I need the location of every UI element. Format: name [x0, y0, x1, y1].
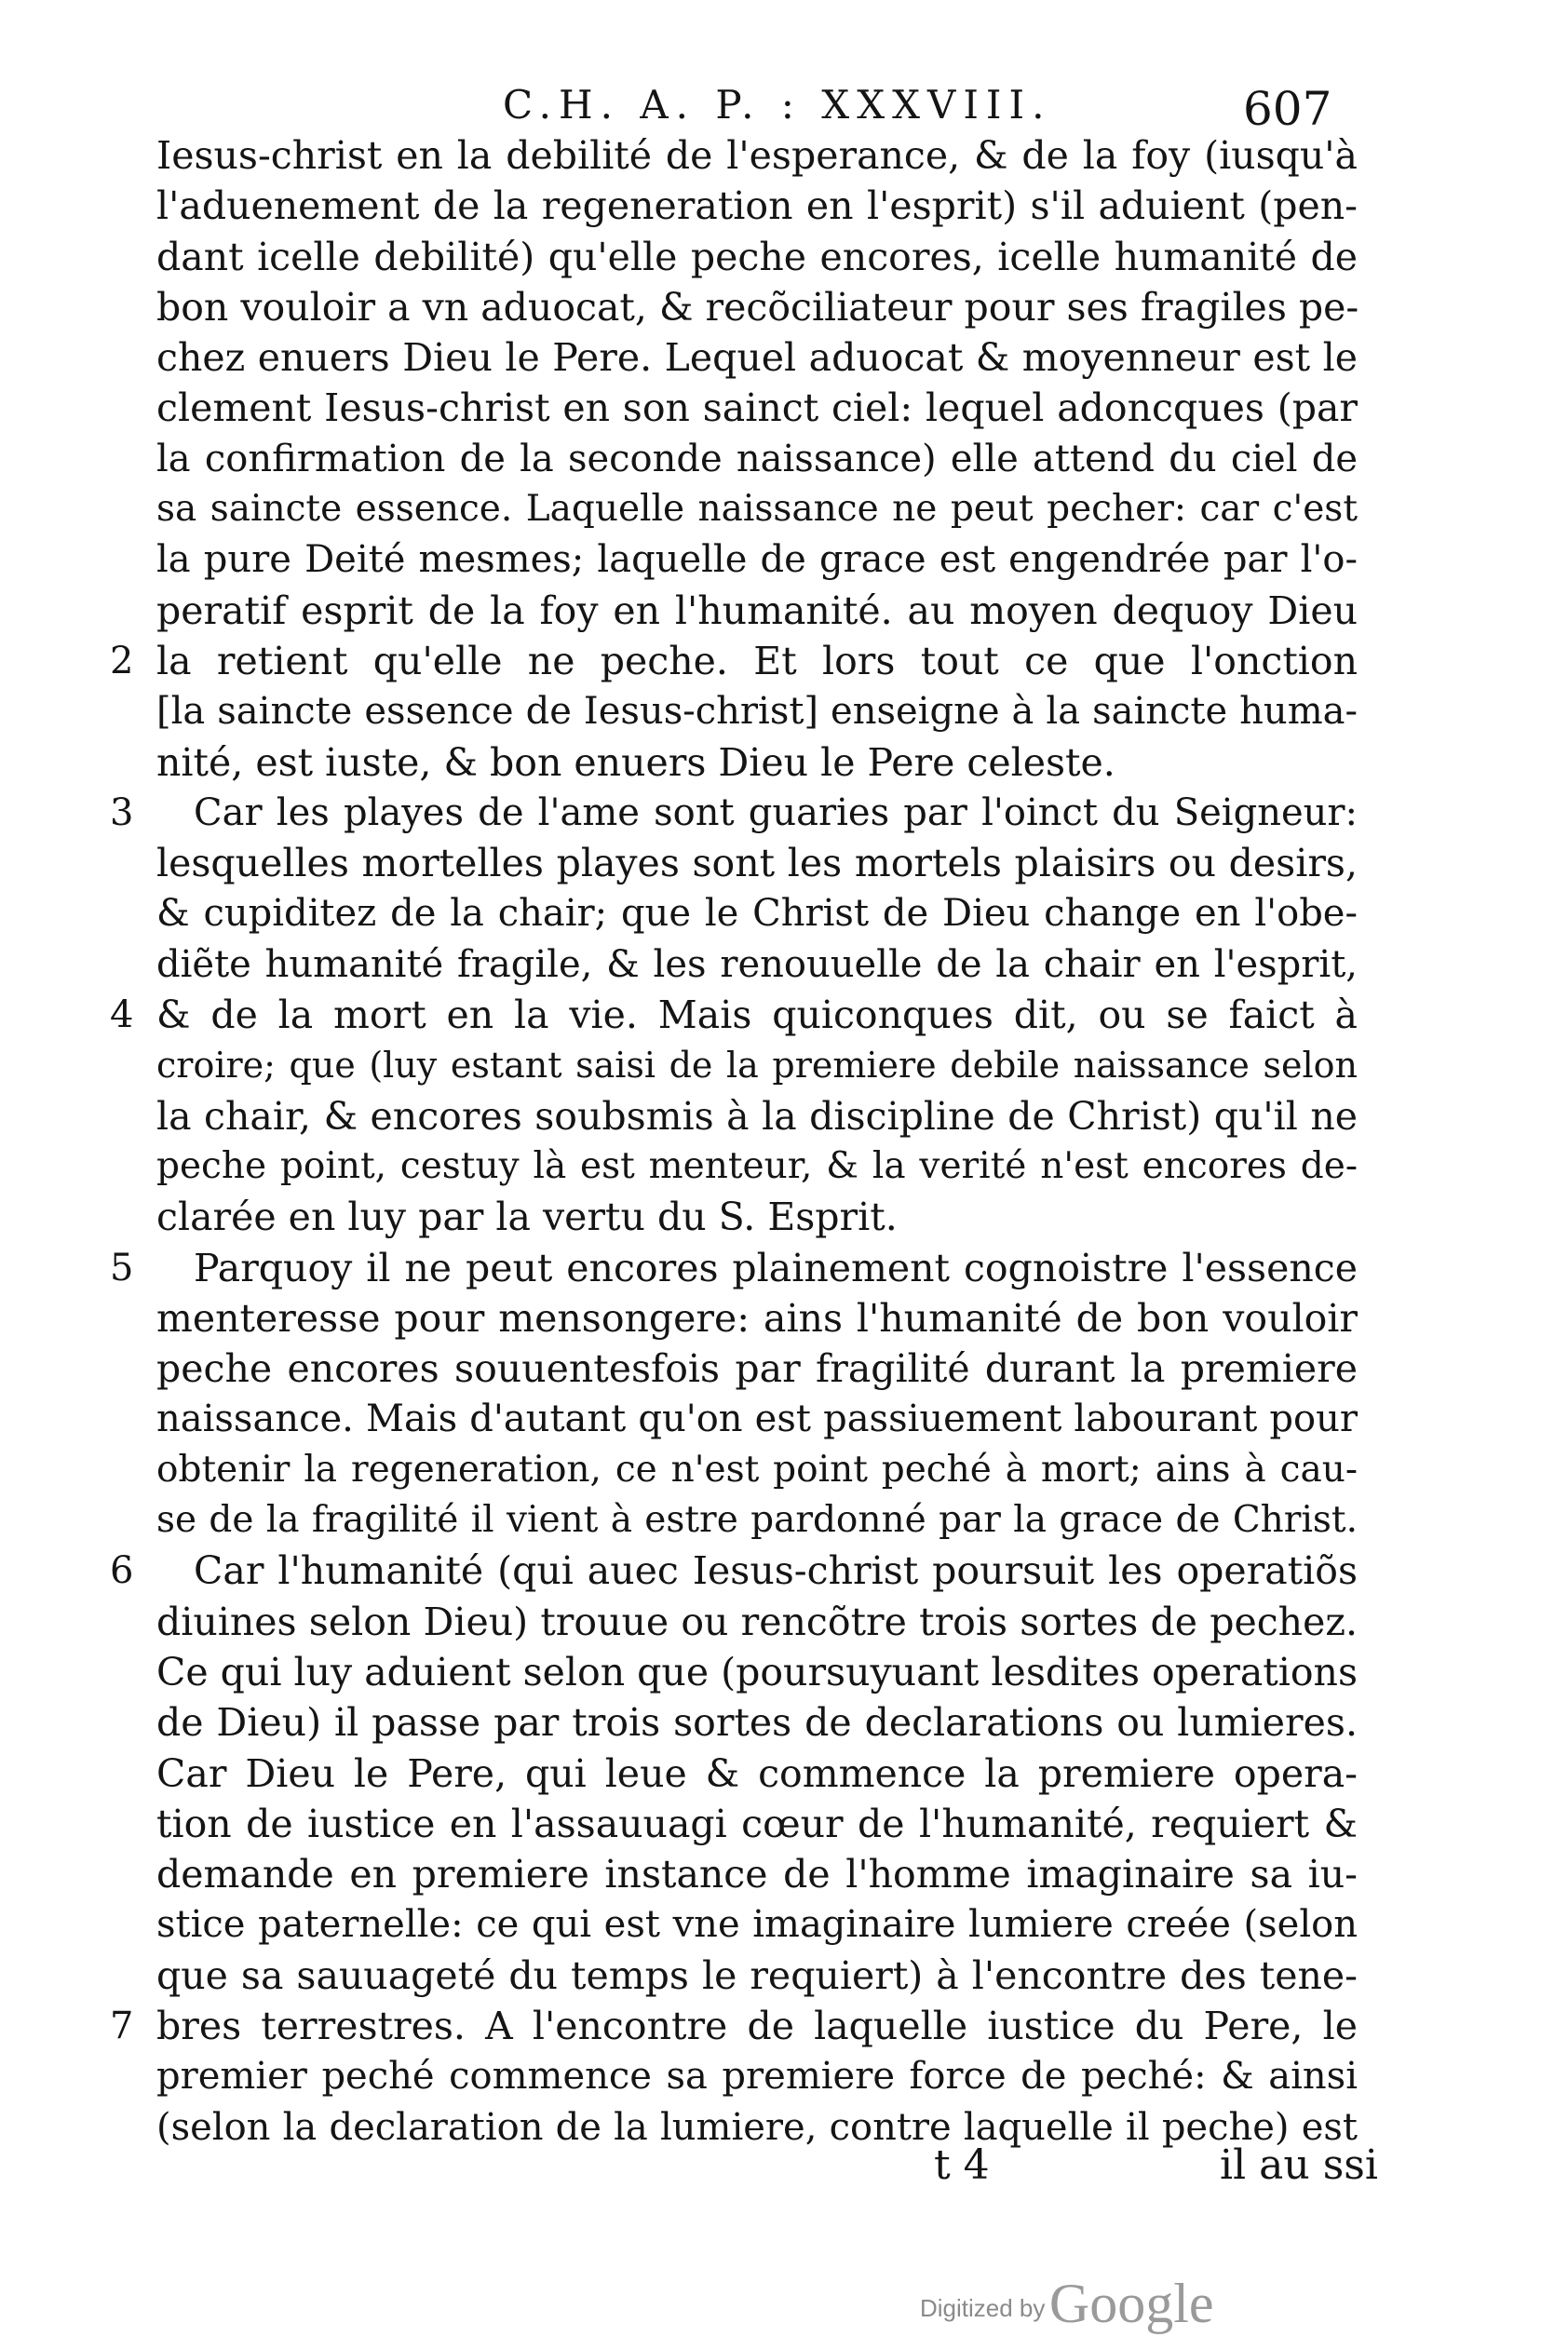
text-line	[156, 383, 1358, 433]
text-line	[156, 1091, 1358, 1141]
line-text: diuines selon Dieu) trouue ou rencõtre trois sortes de pechez.	[156, 1599, 1358, 1644]
line-text: menteresse pour mensongere: ains l'humanité de bon vouloir	[156, 1295, 1358, 1341]
line-text: naissance. Mais d'autant qu'on est passiuement labourant pour	[156, 1398, 1358, 1441]
text-line	[156, 1445, 1358, 1495]
text-line	[156, 1141, 1358, 1192]
text-line	[156, 1495, 1358, 1546]
line-text: [la saincte essence de Iesus-christ] enseigne à la saincte huma-	[156, 690, 1358, 734]
text-line	[156, 282, 1358, 332]
line-text: bres terrestres. A l'encontre de laquelle iustice du Pere, le	[156, 2003, 1358, 2048]
verse-number: 6	[110, 1549, 134, 1593]
text-line	[156, 181, 1358, 231]
text-line	[110, 636, 1358, 686]
digitization-watermark	[920, 2272, 1214, 2336]
line-text: lesquelles mortelles playes sont les mortels plaisirs ou desirs,	[156, 841, 1358, 886]
watermark-prefix: Digitized by	[920, 2294, 1046, 2322]
line-text: Parquoy il ne peut encores plainement cognoistre l'essence	[194, 1245, 1358, 1290]
line-text: l'aduenement de la regeneration en l'esprit) s'il aduient (pen-	[156, 183, 1358, 229]
text-line	[156, 888, 1358, 938]
line-text: nité, est iuste, & bon enuers Dieu le Pere celeste.	[156, 739, 1115, 785]
line-text: peratif esprit de la foy en l'humanité. au moyen dequoy Dieu	[156, 587, 1358, 633]
line-text: la chair, & encores soubsmis à la discipline de Christ) qu'il ne	[156, 1093, 1358, 1139]
line-text: Iesus-christ en la debilité de l'esperance, & de la foy (iusqu'à	[156, 133, 1358, 178]
line-text: Car Dieu le Pere, qui leue & commence la premiere opera-	[156, 1750, 1358, 1796]
line-text: premier peché commence sa premiere force de peché: & ainsi	[156, 2055, 1358, 2099]
text-line	[156, 1394, 1358, 1444]
line-text: tion de iustice en l'assauuagi cœur de l'humanité, requiert &	[156, 1801, 1358, 1846]
verse-number: 4	[110, 993, 134, 1037]
text-line	[156, 737, 1358, 788]
line-text: que sa sauuageté du temps le requiert) à l'encontre des tene-	[156, 1952, 1358, 1998]
text-line	[156, 534, 1358, 585]
line-text: peche encores souuentesfois par fragilité durant la premiere	[156, 1346, 1358, 1392]
text-line	[156, 2051, 1358, 2101]
page-number: 607	[1243, 82, 1332, 136]
line-text: clarée en luy par la vertu du S. Esprit.	[156, 1195, 898, 1240]
body-text	[110, 130, 1359, 2153]
text-line	[156, 1040, 1358, 1090]
signature-mark: t 4	[934, 2141, 990, 2189]
line-text: se de la fragilité il vient à estre pardonné par la grace de Christ.	[156, 1499, 1358, 1542]
line-text: Ce qui luy aduient selon que (poursuyuant lesdites operations	[156, 1649, 1358, 1695]
text-line	[156, 1951, 1358, 2001]
verse-number: 7	[110, 2004, 134, 2047]
line-text: bon vouloir a vn aduocat, & recõciliateur pour ses fragiles pe-	[156, 284, 1359, 330]
line-text: croire; que (luy estant saisi de la premiere debile naissance selon	[156, 1045, 1358, 1087]
line-text: & de la mort en la vie. Mais quiconques dit, ou se faict à	[156, 992, 1358, 1038]
page-footer	[0, 2141, 1568, 2197]
line-text: clement Iesus-christ en son sainct ciel: lequel adoncques (par	[156, 385, 1358, 431]
line-text: demande en premiere instance de l'homme imaginaire sa iu-	[156, 1852, 1358, 1897]
catchword: il au ssi	[1220, 2141, 1378, 2189]
line-text: & cupiditez de la chair; que le Christ de Dieu change en l'obe-	[156, 892, 1358, 936]
text-line	[156, 1293, 1358, 1344]
text-line	[156, 1697, 1358, 1748]
text-line	[156, 232, 1358, 282]
text-line	[110, 2001, 1358, 2051]
text-line	[110, 788, 1358, 838]
text-line	[156, 1899, 1358, 1950]
text-line	[156, 586, 1358, 636]
text-line	[110, 1546, 1358, 1596]
text-line	[156, 1344, 1358, 1394]
text-line	[110, 1243, 1358, 1293]
text-line	[156, 332, 1358, 383]
text-line	[156, 1192, 1358, 1242]
line-text: la pure Deité mesmes; laquelle de grace est engendrée par l'o-	[156, 538, 1358, 582]
verse-number: 5	[110, 1246, 134, 1290]
text-line	[110, 990, 1358, 1040]
verse-number: 3	[110, 790, 134, 834]
line-text: la confirmation de la seconde naissance) elle attend du ciel de	[156, 437, 1358, 480]
watermark-brand: Google	[1048, 2273, 1214, 2334]
line-text: dant icelle debilité) qu'elle peche encores, icelle humanité de	[156, 234, 1358, 279]
verse-number: 2	[110, 639, 134, 682]
line-text: chez enuers Dieu le Pere. Lequel aduocat & moyenneur est le	[156, 335, 1358, 381]
text-line	[156, 1749, 1358, 1799]
text-line	[156, 1597, 1358, 1647]
text-line	[156, 1799, 1358, 1849]
text-line	[156, 838, 1358, 888]
text-line	[156, 434, 1358, 484]
running-head: C.H. A. P. : XXXVIII.	[503, 82, 1052, 128]
text-line	[156, 939, 1358, 990]
text-line	[156, 484, 1358, 534]
page-header	[0, 82, 1568, 138]
text-line	[156, 686, 1358, 736]
line-text: de Dieu) il passe par trois sortes de declarations ou lumieres.	[156, 1700, 1358, 1746]
text-line	[156, 130, 1358, 181]
line-text: Car l'humanité (qui auec Iesus-christ poursuit les operatiõs	[194, 1548, 1358, 1594]
line-text: la retient qu'elle ne peche. Et lors tout ce que l'onction	[156, 638, 1358, 683]
line-text: obtenir la regeneration, ce n'est point peché à mort; ains à cau-	[156, 1448, 1358, 1491]
line-text: sa saincte essence. Laquelle naissance ne peut pecher: car c'est	[156, 488, 1358, 531]
line-text: stice paternelle: ce qui est vne imaginaire lumiere creée (selon	[156, 1903, 1358, 1947]
line-text: (selon la declaration de la lumiere, contre laquelle il peche) est	[156, 2105, 1358, 2149]
line-text: peche point, cestuy là est menteur, & la verité n'est encores de-	[156, 1144, 1358, 1187]
text-line	[156, 1647, 1358, 1697]
line-text: Car les playes de l'ame sont guaries par l'oinct du Seigneur:	[194, 790, 1358, 834]
text-line	[156, 1849, 1358, 1899]
line-text: diẽte humanité fragile, & les renouuelle de la chair en l'esprit,	[156, 942, 1358, 986]
